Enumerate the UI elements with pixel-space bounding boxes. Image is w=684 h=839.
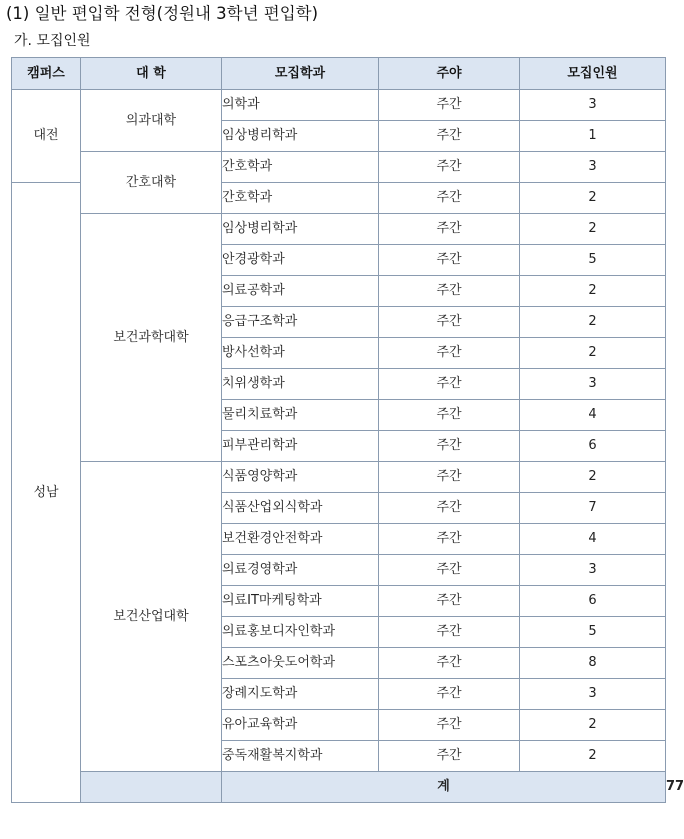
quota-cell: 3 (520, 369, 666, 400)
quota-cell: 4 (520, 524, 666, 555)
table-row (12, 214, 666, 245)
dept-cell: 식품산업외식학과 (222, 493, 379, 524)
quota-cell: 1 (520, 121, 666, 152)
shift-cell: 주간 (379, 338, 520, 369)
dept-cell: 식품영양학과 (222, 462, 379, 493)
campus-cell: 성남 (12, 183, 81, 803)
quota-cell: 3 (520, 679, 666, 710)
section-heading: (1) 일반 편입학 전형(정원내 3학년 편입학) (6, 4, 319, 23)
shift-cell: 주간 (379, 555, 520, 586)
total-label: 계 (222, 772, 666, 803)
header-campus: 캠퍼스 (12, 58, 81, 90)
shift-cell: 주간 (379, 524, 520, 555)
quota-cell: 2 (520, 710, 666, 741)
dept-cell: 유아교육학과 (222, 710, 379, 741)
table-row (12, 152, 666, 183)
quota-cell: 6 (520, 431, 666, 462)
dept-cell: 스포츠아웃도어학과 (222, 648, 379, 679)
quota-cell: 7 (520, 493, 666, 524)
college-cell: 보건산업대학 (81, 462, 222, 772)
dept-cell: 간호학과 (222, 183, 379, 214)
total-row: 계 77 (12, 772, 666, 803)
dept-cell: 의학과 (222, 90, 379, 121)
quota-cell: 3 (520, 90, 666, 121)
dept-cell: 물리치료학과 (222, 400, 379, 431)
dept-cell: 안경광학과 (222, 245, 379, 276)
dept-cell: 임상병리학과 (222, 214, 379, 245)
section-subheading: 가. 모집인원 (14, 33, 91, 49)
shift-cell: 주간 (379, 462, 520, 493)
header-college: 대 학 (81, 58, 222, 90)
table-row (12, 462, 666, 493)
dept-cell: 임상병리학과 (222, 121, 379, 152)
shift-cell: 주간 (379, 276, 520, 307)
campus-cell: 대전 (12, 90, 81, 183)
college-cell: 간호대학 (81, 152, 222, 214)
quota-cell: 2 (520, 741, 666, 772)
shift-cell: 주간 (379, 121, 520, 152)
quota-cell: 3 (520, 555, 666, 586)
quota-cell: 5 (520, 617, 666, 648)
quota-cell: 2 (520, 214, 666, 245)
dept-cell: 의료공학과 (222, 276, 379, 307)
quota-cell: 6 (520, 586, 666, 617)
dept-cell: 중독재활복지학과 (222, 741, 379, 772)
dept-cell: 보건환경안전학과 (222, 524, 379, 555)
shift-cell: 주간 (379, 152, 520, 183)
shift-cell: 주간 (379, 245, 520, 276)
shift-cell: 주간 (379, 307, 520, 338)
shift-cell: 주간 (379, 400, 520, 431)
shift-cell: 주간 (379, 710, 520, 741)
table-row (12, 90, 666, 121)
shift-cell: 주간 (379, 741, 520, 772)
quota-cell: 2 (520, 183, 666, 214)
dept-cell: 의료IT마케팅학과 (222, 586, 379, 617)
dept-cell: 응급구조학과 (222, 307, 379, 338)
shift-cell: 주간 (379, 617, 520, 648)
shift-cell: 주간 (379, 90, 520, 121)
college-cell: 의과대학 (81, 90, 222, 152)
quota-cell: 8 (520, 648, 666, 679)
quota-cell: 2 (520, 276, 666, 307)
quota-cell: 2 (520, 462, 666, 493)
shift-cell: 주간 (379, 493, 520, 524)
quota-cell: 2 (520, 338, 666, 369)
dept-cell: 피부관리학과 (222, 431, 379, 462)
shift-cell: 주간 (379, 214, 520, 245)
header-dept: 모집학과 (222, 58, 379, 90)
dept-cell: 의료경영학과 (222, 555, 379, 586)
quota-cell: 5 (520, 245, 666, 276)
quota-cell: 3 (520, 152, 666, 183)
page-bottom-clip (0, 814, 682, 839)
dept-cell: 장례지도학과 (222, 679, 379, 710)
dept-cell: 치위생학과 (222, 369, 379, 400)
shift-cell: 주간 (379, 586, 520, 617)
dept-cell: 방사선학과 (222, 338, 379, 369)
quota-cell: 4 (520, 400, 666, 431)
shift-cell: 주간 (379, 648, 520, 679)
total-blank-cell (81, 772, 222, 803)
quota-cell: 2 (520, 307, 666, 338)
shift-cell: 주간 (379, 679, 520, 710)
header-quota: 모집인원 (520, 58, 666, 90)
shift-cell: 주간 (379, 183, 520, 214)
shift-cell: 주간 (379, 431, 520, 462)
dept-cell: 간호학과 (222, 152, 379, 183)
college-cell: 보건과학대학 (81, 214, 222, 462)
header-shift: 주야 (379, 58, 520, 90)
dept-cell: 의료홍보디자인학과 (222, 617, 379, 648)
shift-cell: 주간 (379, 369, 520, 400)
recruitment-table (11, 57, 684, 803)
table-header-row (12, 58, 666, 90)
